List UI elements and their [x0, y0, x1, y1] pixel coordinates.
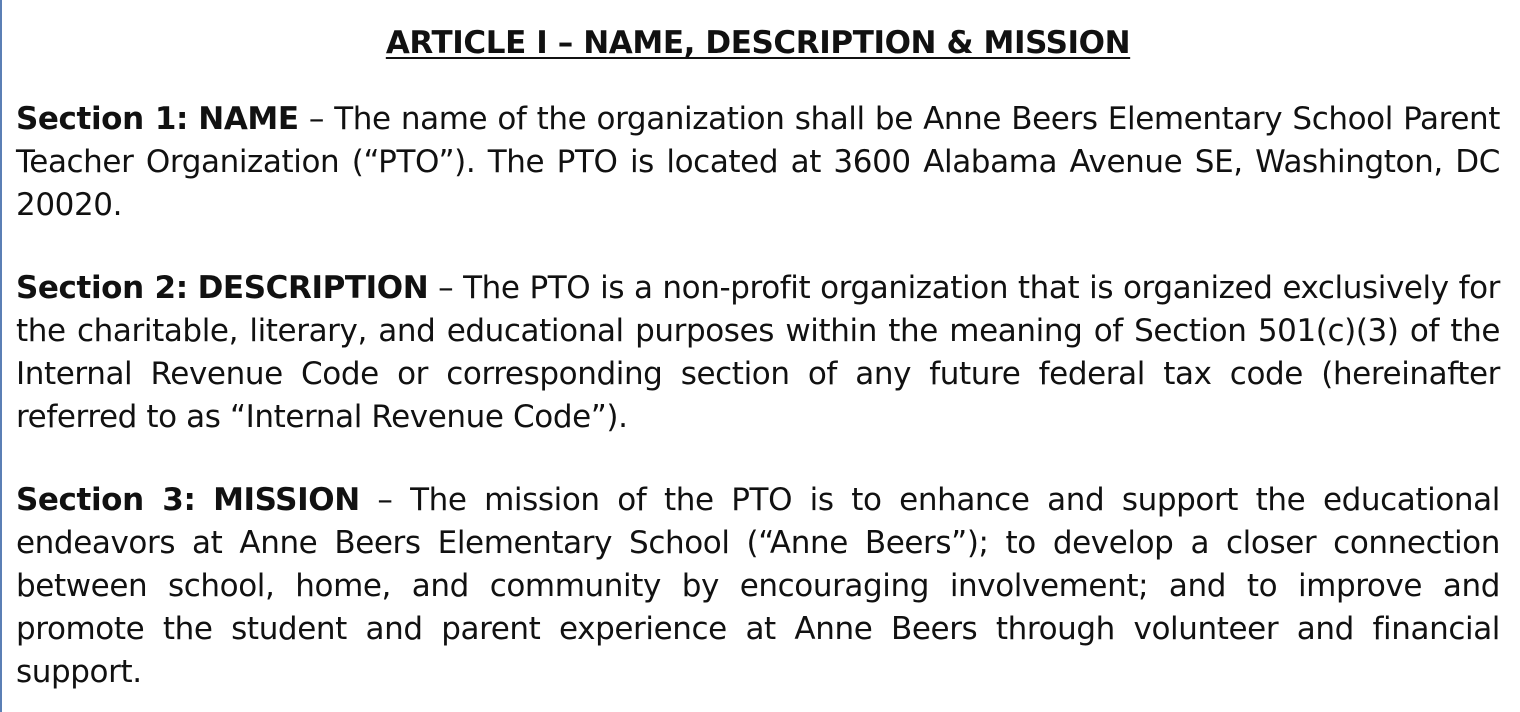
section-label: Section 3:	[16, 482, 196, 518]
section-name	[16, 98, 1500, 227]
section-heading: DESCRIPTION	[197, 270, 429, 306]
section-dash: –	[359, 482, 411, 518]
section-description	[16, 267, 1500, 439]
document-body	[16, 20, 1500, 694]
section-heading: MISSION	[213, 482, 360, 518]
section-label: Section 2:	[16, 270, 188, 306]
section-label: Section 1:	[16, 101, 189, 137]
section-text: The PTO is a non-profit organization that is organized exclusively for the charitable, literary, and educational purposes within the meaning of Section 501(c)(3) of the Internal Revenue Code or corresponding section of any future federal tax code (hereinafter referred to as “Internal Revenue Code”).	[16, 270, 1500, 435]
section-dash: –	[298, 101, 335, 137]
article-title: ARTICLE I – NAME, DESCRIPTION & MISSION	[385, 25, 1131, 61]
section-mission	[16, 479, 1500, 694]
section-text: The name of the organization shall be Anne Beers Elementary School Parent Teacher Organization (“PTO”). The PTO is located at 3600 Alabama Avenue SE, Washington, DC 20020.	[16, 101, 1500, 223]
section-heading: NAME	[198, 101, 299, 137]
section-dash: –	[428, 270, 464, 306]
section-text: The mission of the PTO is to enhance and support the educational endeavors at Anne Beers Elementary School (“Anne Beers”); to develop a closer connection between school, home, and community by encouraging involvement; and to improve and promote the student and parent experience at Anne Beers through volunteer and financial support.	[16, 482, 1500, 690]
